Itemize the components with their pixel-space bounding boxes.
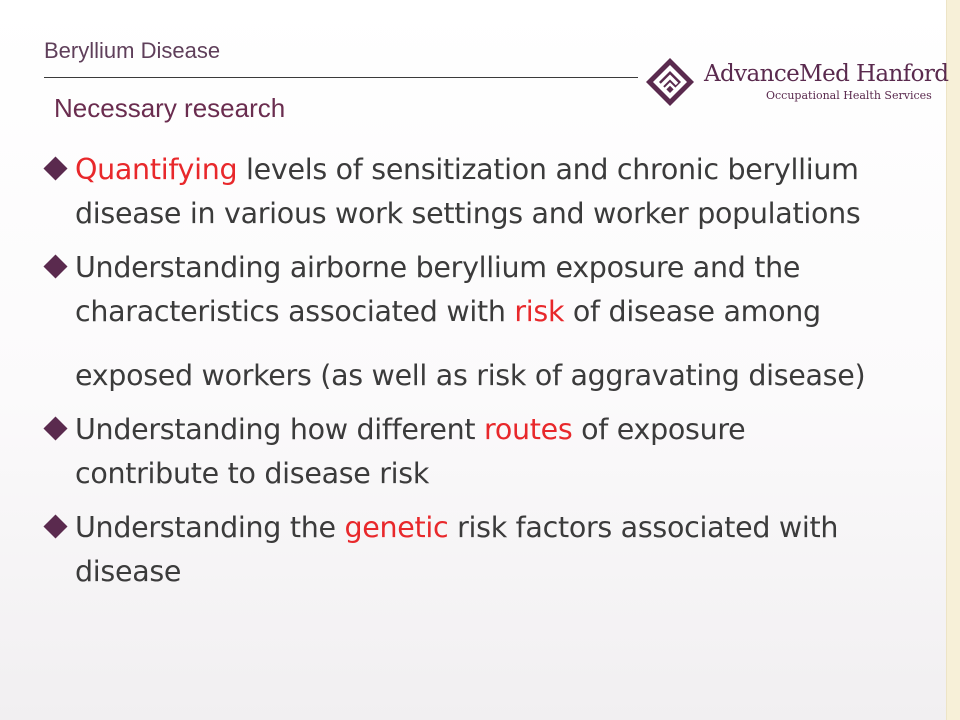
slide-subtitle: Necessary research (54, 93, 286, 123)
bullet-item (44, 246, 924, 398)
bullet-item (44, 506, 924, 594)
deck-title: Beryllium Disease (44, 38, 221, 63)
bullet-line (75, 148, 924, 192)
bullet-list (44, 148, 924, 594)
line-text: of disease among (564, 295, 821, 328)
highlight-term: routes (484, 413, 573, 446)
highlight-term: genetic (344, 511, 449, 544)
line-text: Understanding how different (75, 413, 485, 446)
bullet-item (44, 408, 924, 496)
diamond-bullet-icon (43, 514, 67, 538)
line-text: characteristics associated with (75, 295, 515, 328)
line-text: risk factors associated with (448, 511, 839, 544)
company-logo (644, 56, 949, 108)
line-text: levels of sensitization and chronic beryllium (237, 153, 859, 186)
diamond-bullet-icon (43, 416, 67, 440)
side-accent-strip (946, 0, 960, 720)
logo-name: AdvanceMed Hanford (704, 61, 949, 87)
logo-tagline: Occupational Health Services (766, 89, 932, 102)
highlight-term: risk (514, 295, 565, 328)
bullet-line (75, 290, 924, 334)
bullet-line: disease in various work settings and worker populations (75, 197, 861, 230)
diamond-emblem-icon (644, 56, 696, 108)
bullet-line: contribute to disease risk (75, 457, 430, 490)
bullet-line (75, 506, 924, 550)
bullet-item (44, 148, 924, 236)
diamond-bullet-icon (43, 254, 67, 278)
diamond-bullet-icon (43, 156, 67, 180)
header-rule (44, 77, 638, 78)
highlight-term: Quantifying (75, 153, 238, 186)
bullet-line (75, 408, 924, 452)
bullet-line: Understanding airborne beryllium exposure and the (75, 251, 801, 284)
bullet-line: exposed workers (as well as risk of aggravating disease) (75, 359, 866, 392)
line-text: of exposure (572, 413, 746, 446)
bullet-line: disease (75, 555, 182, 588)
line-text: Understanding the (75, 511, 345, 544)
